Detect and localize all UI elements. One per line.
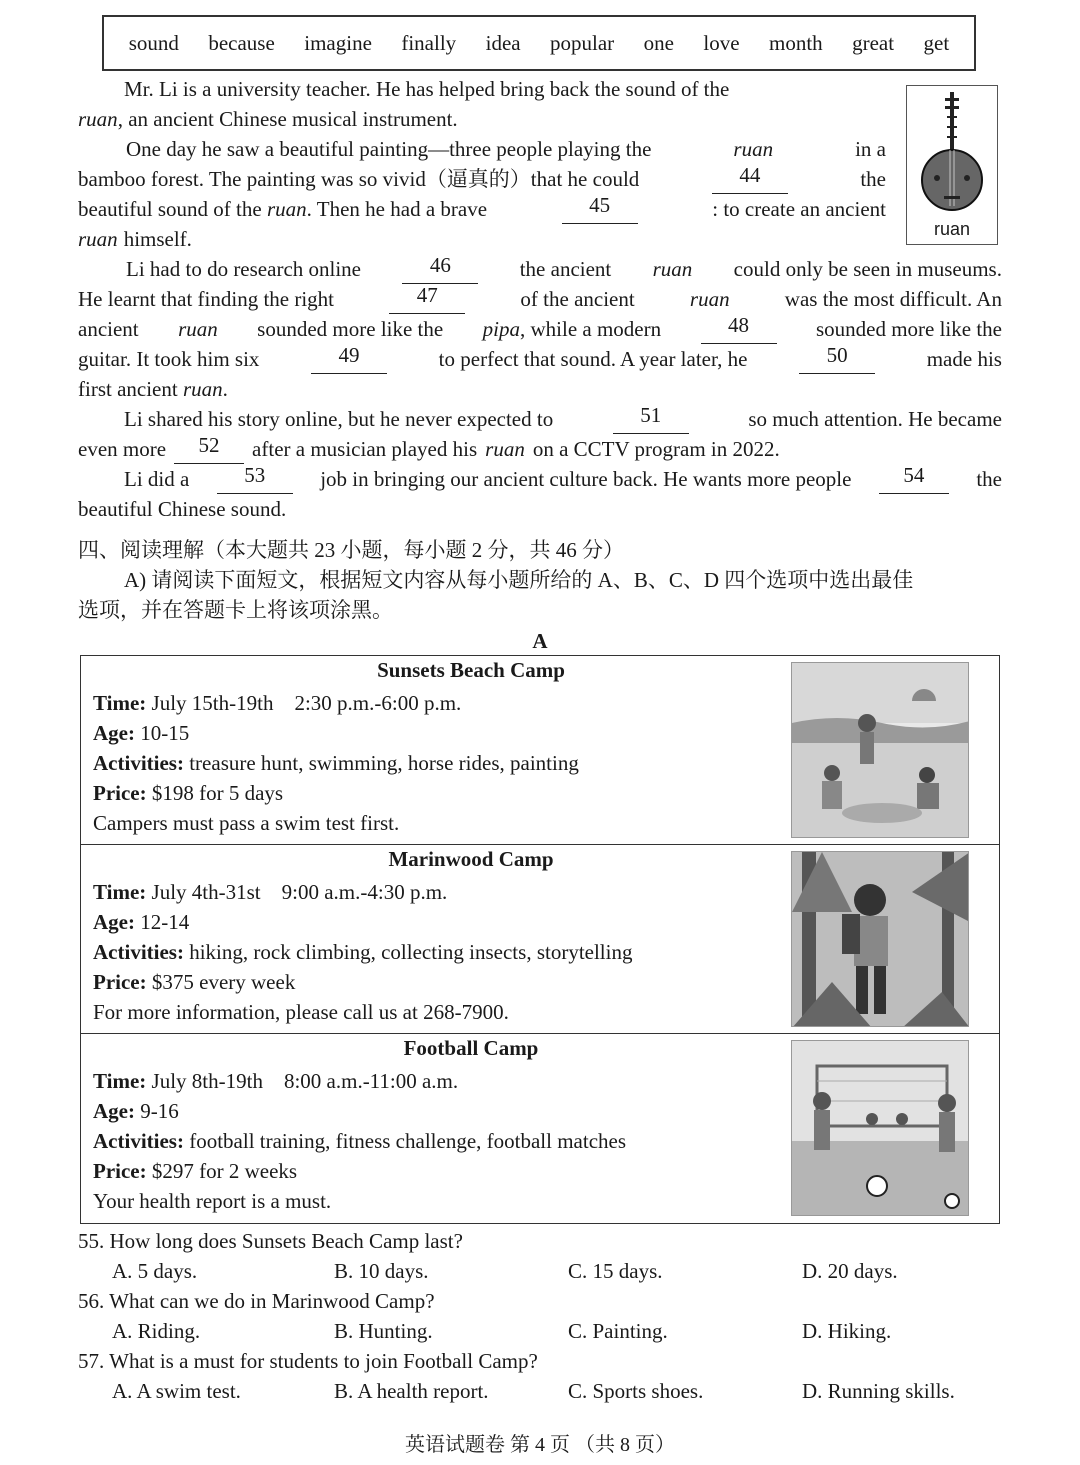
passage-line	[78, 194, 886, 224]
passage-line	[78, 164, 886, 194]
word-bank-item: because	[208, 30, 275, 55]
passage-line	[78, 404, 1002, 434]
option-a[interactable]: A. Riding.	[112, 1319, 201, 1343]
passage-line	[78, 134, 886, 164]
passage-text: even more	[78, 437, 167, 461]
blank-44[interactable]: 44	[712, 164, 788, 194]
blank-46[interactable]: 46	[402, 254, 478, 284]
passage-text: made his	[926, 347, 1002, 371]
word-bank	[102, 15, 976, 71]
passage-text: first ancient	[78, 377, 178, 401]
camp-field-label: Price:	[93, 1159, 147, 1183]
passage-line	[78, 254, 1002, 284]
passage-text: guitar. It took him six	[78, 347, 260, 371]
word-bank-item: great	[852, 30, 895, 55]
word-bank-item: one	[643, 30, 674, 55]
passage-text: job in bringing our ancient culture back. He wants more people	[320, 467, 852, 491]
word-bank-item: month	[768, 30, 823, 55]
camp-field-label: Price:	[93, 781, 147, 805]
camp-field-label: Activities:	[93, 940, 184, 964]
camp-field-label: Time:	[93, 691, 147, 715]
option-c[interactable]: C. Painting.	[568, 1319, 668, 1343]
camp-age: 12-14	[134, 910, 190, 934]
passage-text: ruan	[485, 437, 525, 461]
camp-field-label: Time:	[93, 1069, 147, 1093]
passage-line	[78, 224, 1002, 254]
passage-text: the	[860, 167, 886, 191]
passage-text: was the most difficult. An	[784, 287, 1002, 311]
passage-text: after a musician played his	[252, 437, 478, 461]
camp-title: Marinwood Camp	[388, 847, 554, 871]
camp-field-label: Activities:	[93, 1129, 184, 1153]
camp-field-label: Age:	[93, 721, 135, 745]
passage-text: the	[976, 467, 1002, 491]
option-b[interactable]: B. Hunting.	[334, 1319, 433, 1343]
passage-line	[78, 434, 1002, 464]
camp-row	[81, 845, 999, 1034]
camp-note: For more information, please call us at 268-7900.	[93, 1000, 509, 1024]
passage-text: could only be seen in museums.	[733, 257, 1002, 281]
camp-note: Campers must pass a swim test first.	[93, 811, 400, 835]
ruan-caption: ruan	[933, 219, 971, 239]
passage-text: .	[222, 377, 228, 401]
camps-table	[80, 655, 1000, 1224]
camp-age: 9-16	[134, 1099, 179, 1123]
word-bank-item: finally	[401, 30, 457, 55]
questions	[78, 1226, 1002, 1406]
word-bank-item: get	[923, 30, 950, 55]
passage-text: ruan	[689, 287, 730, 311]
passage-line	[78, 104, 1002, 134]
camp-time: July 15th-19th 2:30 p.m.-6:00 p.m.	[146, 691, 462, 715]
beach-camp-picture	[791, 662, 969, 838]
passage-text: ruan	[733, 137, 774, 161]
section-title: 四、阅读理解（本大题共 23 小题，每小题 2 分，共 46 分）	[78, 538, 624, 562]
word-bank-item: imagine	[304, 30, 372, 55]
camp-age: 10-15	[134, 721, 190, 745]
camp-field-label: Time:	[93, 880, 147, 904]
question-stem: 56. What can we do in Marinwood Camp?	[78, 1289, 435, 1313]
word-bank-item: sound	[128, 30, 179, 55]
passage-line	[78, 374, 1002, 404]
question-options	[78, 1316, 1002, 1346]
word-bank-item: love	[703, 30, 740, 55]
passage-line	[78, 74, 886, 104]
option-d[interactable]: D. Hiking.	[802, 1319, 892, 1343]
passage-text: sounded more like the	[257, 317, 444, 341]
blank-50[interactable]: 50	[799, 344, 875, 374]
camp-time: July 4th-31st 9:00 a.m.-4:30 p.m.	[146, 880, 448, 904]
passage-line	[78, 344, 1002, 374]
word-bank-item: popular	[550, 30, 615, 55]
passage-text: in a	[855, 137, 886, 161]
camp-title: Sunsets Beach Camp	[377, 658, 565, 682]
passage-text: ruan	[78, 107, 118, 131]
page-footer: 英语试题卷 第 4 页 （共 8 页）	[405, 1434, 675, 1456]
question-options	[78, 1376, 1002, 1406]
cloze-passage	[78, 74, 1002, 524]
passage-text: beautiful sound of the	[78, 197, 262, 221]
blank-45[interactable]: 45	[562, 194, 638, 224]
camp-row	[81, 1034, 999, 1223]
camp-activities: hiking, rock climbing, collecting insects, storytelling	[183, 940, 633, 964]
passage-text: ancient	[78, 317, 139, 341]
option-a[interactable]: A. A swim test.	[112, 1379, 241, 1403]
blank-54[interactable]: 54	[879, 464, 949, 494]
passage-line	[78, 284, 1002, 314]
word-bank-item: idea	[485, 30, 521, 55]
passage-line	[78, 494, 1002, 524]
camp-field-label: Age:	[93, 910, 135, 934]
question-stem: 57. What is a must for students to join Football Camp?	[78, 1349, 538, 1373]
football-camp-picture	[791, 1040, 969, 1216]
question-options	[78, 1256, 1002, 1286]
blank-48[interactable]: 48	[701, 314, 777, 344]
passage-text: Mr. Li is a university teacher. He has helped bring back the sound of the	[124, 77, 730, 101]
option-c[interactable]: C. Sports shoes.	[568, 1379, 704, 1403]
passage-text: Li had to do research online	[126, 257, 361, 281]
camp-price: $375 every week	[146, 970, 296, 994]
passage-line	[78, 314, 1002, 344]
passage-text: so much attention. He became	[748, 407, 1002, 431]
part-label: A	[532, 629, 548, 653]
camp-note: Your health report is a must.	[93, 1189, 332, 1213]
passage-text: bamboo forest. The painting was so vivid（逼真的）that he could	[78, 167, 640, 191]
camp-title: Football Camp	[403, 1036, 539, 1060]
passage-text: pipa	[482, 317, 520, 341]
forest-camp-picture	[791, 851, 969, 1027]
camp-activities: football training, fitness challenge, football matches	[183, 1129, 627, 1153]
passage-text: ruan	[78, 227, 118, 251]
blank-53[interactable]: 53	[217, 464, 293, 494]
option-d[interactable]: D. 20 days.	[802, 1259, 898, 1283]
blank-49[interactable]: 49	[311, 344, 387, 374]
blank-47[interactable]: 47	[389, 284, 465, 314]
camp-price: $297 for 2 weeks	[146, 1159, 298, 1183]
passage-text: ruan	[178, 317, 218, 341]
section-instruction: 选项，并在答题卡上将该项涂黑。	[78, 598, 393, 622]
option-b[interactable]: B. A health report.	[334, 1379, 489, 1403]
camp-field-label: Price:	[93, 970, 147, 994]
camp-time: July 8th-19th 8:00 a.m.-11:00 a.m.	[146, 1069, 459, 1093]
passage-text: He learnt that finding the right	[78, 287, 335, 311]
passage-text: ruan	[182, 377, 223, 401]
option-d[interactable]: D. Running skills.	[802, 1379, 955, 1403]
passage-text: on a CCTV program in 2022.	[532, 437, 780, 461]
blank-51[interactable]: 51	[613, 404, 689, 434]
passage-text: himself.	[123, 227, 192, 251]
section-instruction: A) 请阅读下面短文，根据短文内容从每小题所给的 A、B、C、D 四个选项中选出最佳	[124, 568, 914, 592]
passage-text: Li did a	[124, 467, 190, 491]
camp-price: $198 for 5 days	[146, 781, 284, 805]
passage-text: : to create an ancient	[712, 197, 886, 221]
passage-text: to perfect that sound. A year later, he	[438, 347, 748, 371]
passage-text: of the ancient	[520, 287, 635, 311]
passage-text: , an ancient Chinese musical instrument.	[117, 107, 458, 131]
passage-text: Li shared his story online, but he never expected to	[124, 407, 554, 431]
passage-line	[78, 464, 1002, 494]
camp-activities: treasure hunt, swimming, horse rides, painting	[183, 751, 579, 775]
camp-field-label: Activities:	[93, 751, 184, 775]
passage-text: the ancient	[519, 257, 612, 281]
passage-text: ruan	[266, 197, 307, 221]
camp-field-label: Age:	[93, 1099, 135, 1123]
passage-text: sounded more like the	[815, 317, 1002, 341]
passage-text: ruan	[652, 257, 693, 281]
camp-row	[81, 656, 999, 845]
passage-text: beautiful Chinese sound.	[78, 497, 287, 521]
option-a[interactable]: A. 5 days.	[112, 1259, 198, 1283]
blank-52[interactable]: 52	[174, 434, 244, 464]
passage-text: . Then he had a brave	[306, 197, 488, 221]
question-stem: 55. How long does Sunsets Beach Camp last?	[78, 1229, 463, 1253]
option-c[interactable]: C. 15 days.	[568, 1259, 663, 1283]
passage-text: , while a modern	[519, 317, 662, 341]
option-b[interactable]: B. 10 days.	[334, 1259, 429, 1283]
passage-text: One day he saw a beautiful painting—three people playing the	[126, 137, 652, 161]
